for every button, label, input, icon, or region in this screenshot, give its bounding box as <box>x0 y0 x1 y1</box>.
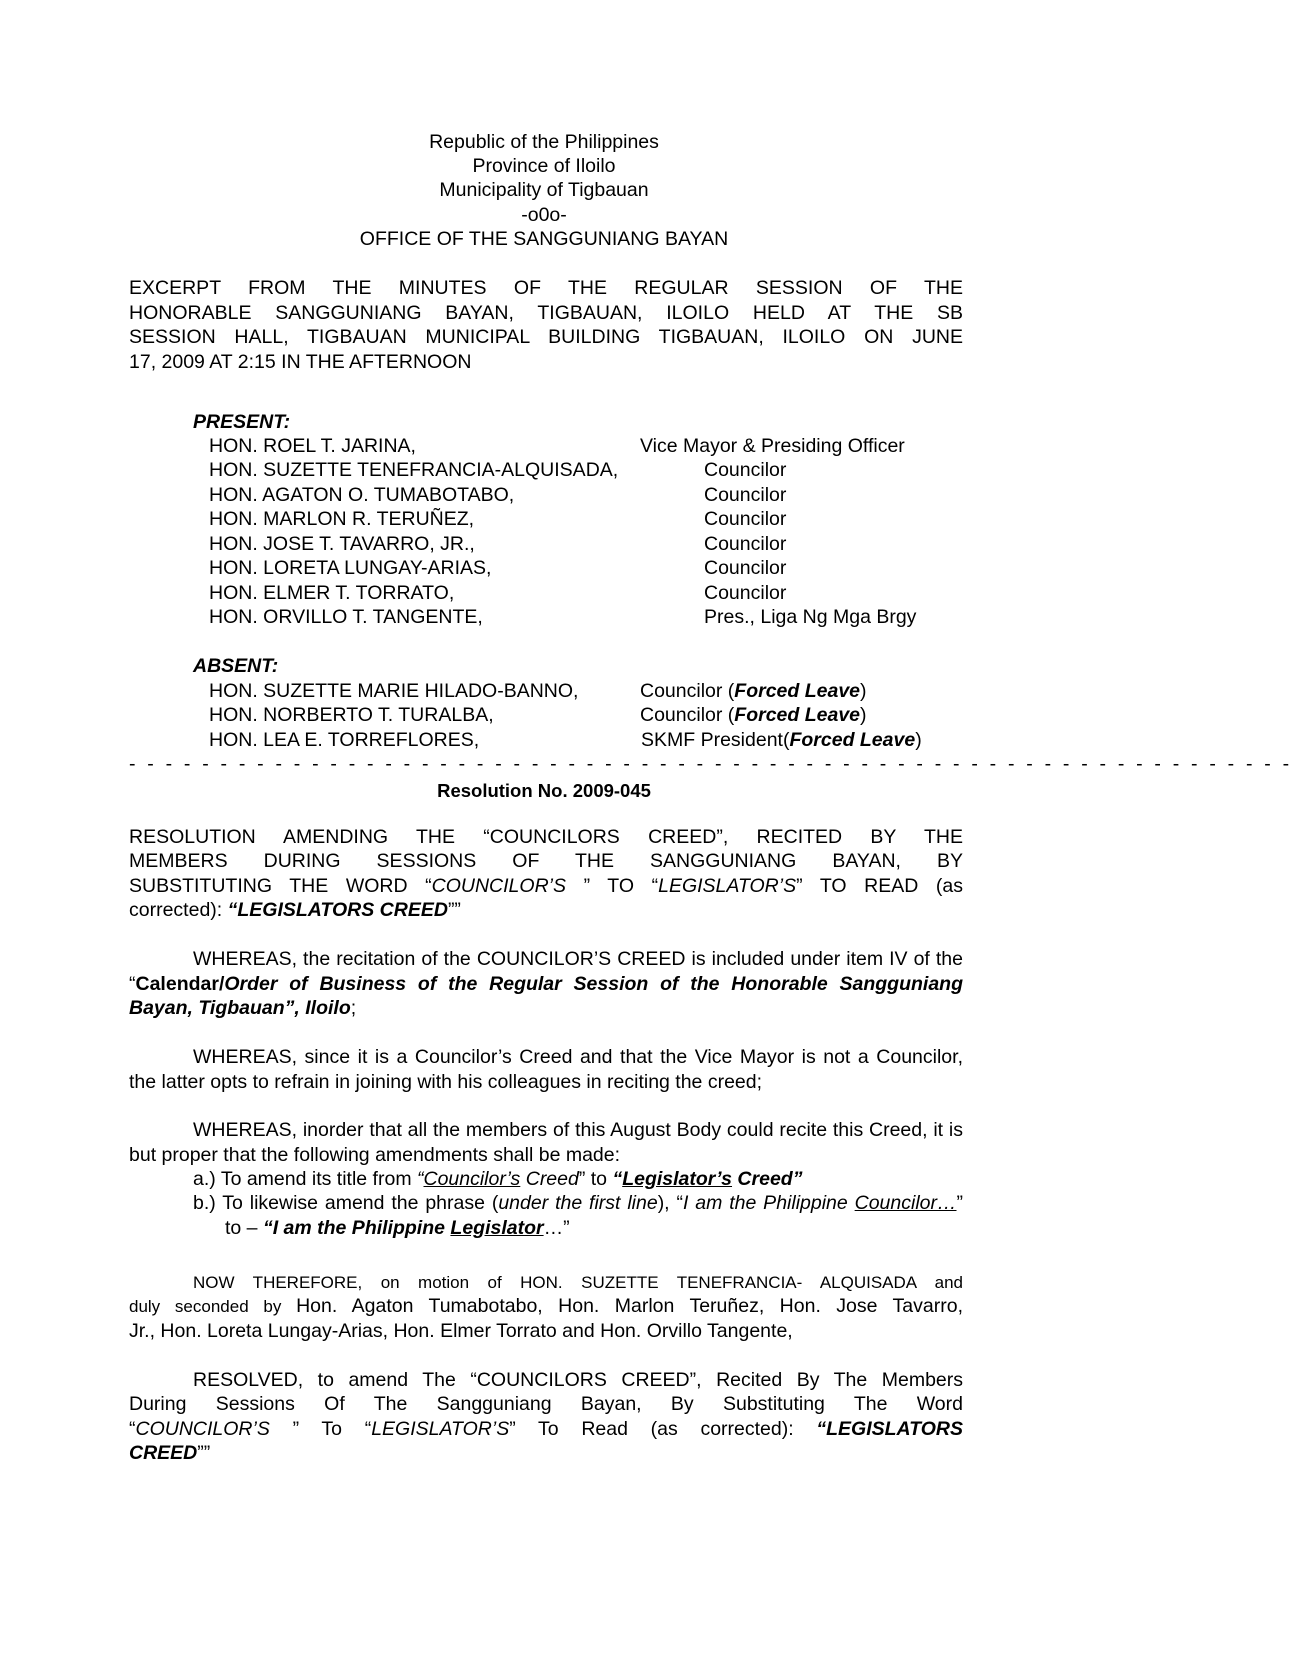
now-therefore-line-2 <box>129 1294 963 1320</box>
absentee-role-close: ) <box>915 729 922 751</box>
text-run: ”” <box>197 1442 211 1464</box>
text-run: b.) To likewise amend the phrase ( <box>193 1192 499 1214</box>
text-run: ” TO READ (as <box>796 875 963 897</box>
absentee-leave-note: Forced Leave <box>734 704 861 726</box>
attendee-role: Councilor <box>704 557 787 579</box>
text-run: under the first line <box>498 1192 658 1214</box>
text-run: “LEGISLATORS <box>816 1418 963 1440</box>
attendee-name: HON. ELMER T. TORRATO, <box>209 582 455 604</box>
attendee-name: HON. LORETA LUNGAY-ARIAS, <box>209 557 492 579</box>
attendee-role: Councilor <box>704 533 787 555</box>
resolved-line-2: During Sessions Of The Sangguniang Bayan, By Substituting The Word <box>129 1393 963 1415</box>
attendee-role: Councilor <box>704 582 787 604</box>
whereas-clause-3: WHEREAS, inorder that all the members of this August Body could recite this Creed, it is but proper that the following amendments shall be made: <box>129 1119 963 1166</box>
text-run: Creed” <box>732 1168 803 1190</box>
absentee-leave-note: Forced Leave <box>789 729 916 751</box>
header-province: Province of Iloilo <box>472 155 616 177</box>
amendment-b <box>193 1191 963 1240</box>
resolution-title-line-3 <box>129 874 963 899</box>
resolved-line-1: RESOLVED, to amend The “COUNCILORS CREED”, Recited By The Members <box>193 1369 963 1391</box>
attendee-role: Vice Mayor & Presiding Officer <box>640 435 905 457</box>
text-run: ), “ <box>657 1192 683 1214</box>
text-run: ” To Read (as corrected): <box>509 1418 817 1440</box>
now-therefore-line-1 <box>129 1270 963 1296</box>
attendee-role: Councilor <box>704 484 787 506</box>
header-municipality: Municipality of Tigbauan <box>439 179 649 201</box>
excerpt-line-3: SESSION HALL, TIGBAUAN MUNICIPAL BUILDING TIGBAUAN, ILOILO ON JUNE <box>129 326 963 348</box>
text-run: Legislator <box>450 1216 544 1239</box>
text-run: CREED <box>129 1442 198 1464</box>
header-republic: Republic of the Philippines <box>429 131 659 153</box>
text-run: “ <box>416 1168 424 1190</box>
text-run: ” TO “ <box>583 875 659 897</box>
excerpt-line-4: 17, 2009 AT 2:15 IN THE AFTERNOON <box>129 351 472 373</box>
text-run: I am the Philippine <box>682 1192 855 1214</box>
resolved-line-4 <box>129 1441 963 1466</box>
text-run: ” <box>563 1216 570 1239</box>
absentee-name: HON. LEA E. TORREFLORES, <box>209 729 480 751</box>
attendee-name: HON. MARLON R. TERUÑEZ, <box>209 508 475 530</box>
text-run: “LEGISLATORS CREED <box>227 899 448 921</box>
absentee-role-close: ) <box>860 680 867 702</box>
text-run: a.) To amend its title from <box>193 1168 417 1190</box>
header-separator: -o0o- <box>521 204 567 226</box>
absentee-role-text: SKMF President( <box>641 729 790 751</box>
text-run: COUNCILOR’S <box>431 875 584 897</box>
absentee-role-text: Councilor ( <box>640 680 735 702</box>
text-run: HON. SUZETTE TENEFRANCIA- ALQUISADA and <box>520 1273 963 1292</box>
text-run: Creed <box>520 1168 579 1190</box>
text-run: Legislator’s <box>622 1168 733 1190</box>
text-run: Hon. Agaton Tumabotabo, Hon. Marlon Teruñez, Hon. Jose Tavarro, <box>296 1295 963 1317</box>
attendee-name: HON. ROEL T. JARINA, <box>209 435 416 457</box>
present-label: PRESENT: <box>193 411 291 433</box>
attendee-name: HON. SUZETTE TENEFRANCIA-ALQUISADA, <box>209 459 619 481</box>
text-run: ” to <box>578 1168 613 1190</box>
text-run: SUBSTITUTING THE WORD “ <box>129 875 432 897</box>
absentee-role <box>641 728 922 753</box>
attendee-name: HON. AGATON O. TUMABOTABO, <box>209 484 515 506</box>
text-run: Order of Business of the Regular Session of the Honorable Sangguniang Bayan, Tigbauan”, Iloilo <box>129 972 963 1019</box>
resolved-line-3 <box>129 1417 963 1442</box>
text-run: ” to – <box>225 1192 963 1239</box>
header-office: OFFICE OF THE SANGGUNIANG BAYAN <box>359 228 729 250</box>
text-run: … <box>543 1216 564 1239</box>
now-therefore-line-3: Jr., Hon. Loreta Lungay-Arias, Hon. Elmer Torrato and Hon. Orvillo Tangente, <box>129 1320 793 1342</box>
text-run: Calendar/ <box>135 972 225 995</box>
excerpt-line-2: HONORABLE SANGGUNIANG BAYAN, TIGBAUAN, ILOILO HELD AT THE SB <box>129 302 963 324</box>
absent-label: ABSENT: <box>193 655 279 677</box>
text-run: ” To “ <box>292 1418 372 1440</box>
text-run: ; <box>350 997 357 1019</box>
absentee-name: HON. NORBERTO T. TURALBA, <box>209 704 494 726</box>
text-run: ”” <box>447 899 461 921</box>
text-run: LEGISLATOR’S <box>658 875 797 897</box>
attendee-role: Councilor <box>704 459 787 481</box>
absentee-leave-note: Forced Leave <box>734 680 861 702</box>
absentee-role-text: Councilor ( <box>640 704 735 726</box>
whereas-clause-2: WHEREAS, since it is a Councilor’s Creed and that the Vice Mayor is not a Councilor, the latter opts to refrain in joining with his colleagues in reciting the creed; <box>129 1046 963 1093</box>
attendee-name: HON. ORVILLO T. TANGENTE, <box>209 606 483 628</box>
text-run: WHEREAS, the recitation of the COUNCILOR’S CREED is included under item IV of the “ <box>129 948 963 995</box>
text-run: “I am the Philippine <box>262 1216 451 1239</box>
text-run: Councilor… <box>854 1192 957 1214</box>
attendee-role: Pres., Liga Ng Mga Brgy <box>704 606 917 628</box>
whereas-clause-1 <box>129 947 963 1021</box>
excerpt-line-1: EXCERPT FROM THE MINUTES OF THE REGULAR SESSION OF THE <box>129 277 963 299</box>
text-run: “ <box>129 1418 136 1440</box>
text-run: LEGISLATOR’S <box>371 1418 510 1440</box>
dashed-divider: - - - - - - - - - - - - - - - - - - - - - - - - - - - - - - - - - - - - - - - - - - - - - - - - - - - - - - - - - - - - - - - - <box>129 753 1292 775</box>
text-run: corrected): <box>129 899 228 921</box>
text-run: NOW THEREFORE, on motion of <box>193 1273 521 1292</box>
resolution-title-line-1: RESOLUTION AMENDING THE “COUNCILORS CREED”, RECITED BY THE <box>129 826 963 848</box>
attendee-name: HON. JOSE T. TAVARRO, JR., <box>209 533 475 555</box>
absentee-role <box>640 703 867 728</box>
absentee-role <box>640 679 867 704</box>
resolution-number: Resolution No. 2009-045 <box>437 780 651 801</box>
amendment-a <box>193 1167 963 1192</box>
text-run: duly seconded by <box>129 1297 297 1316</box>
text-run: Councilor’s <box>423 1168 521 1190</box>
resolution-title-line-4 <box>129 898 963 923</box>
absentee-name: HON. SUZETTE MARIE HILADO-BANNO, <box>209 680 579 702</box>
absentee-role-close: ) <box>860 704 867 726</box>
resolution-title-line-2: MEMBERS DURING SESSIONS OF THE SANGGUNIANG BAYAN, BY <box>129 850 963 872</box>
text-run: “ <box>612 1168 623 1190</box>
attendee-role: Councilor <box>704 508 787 530</box>
text-run: COUNCILOR’S <box>135 1418 293 1440</box>
